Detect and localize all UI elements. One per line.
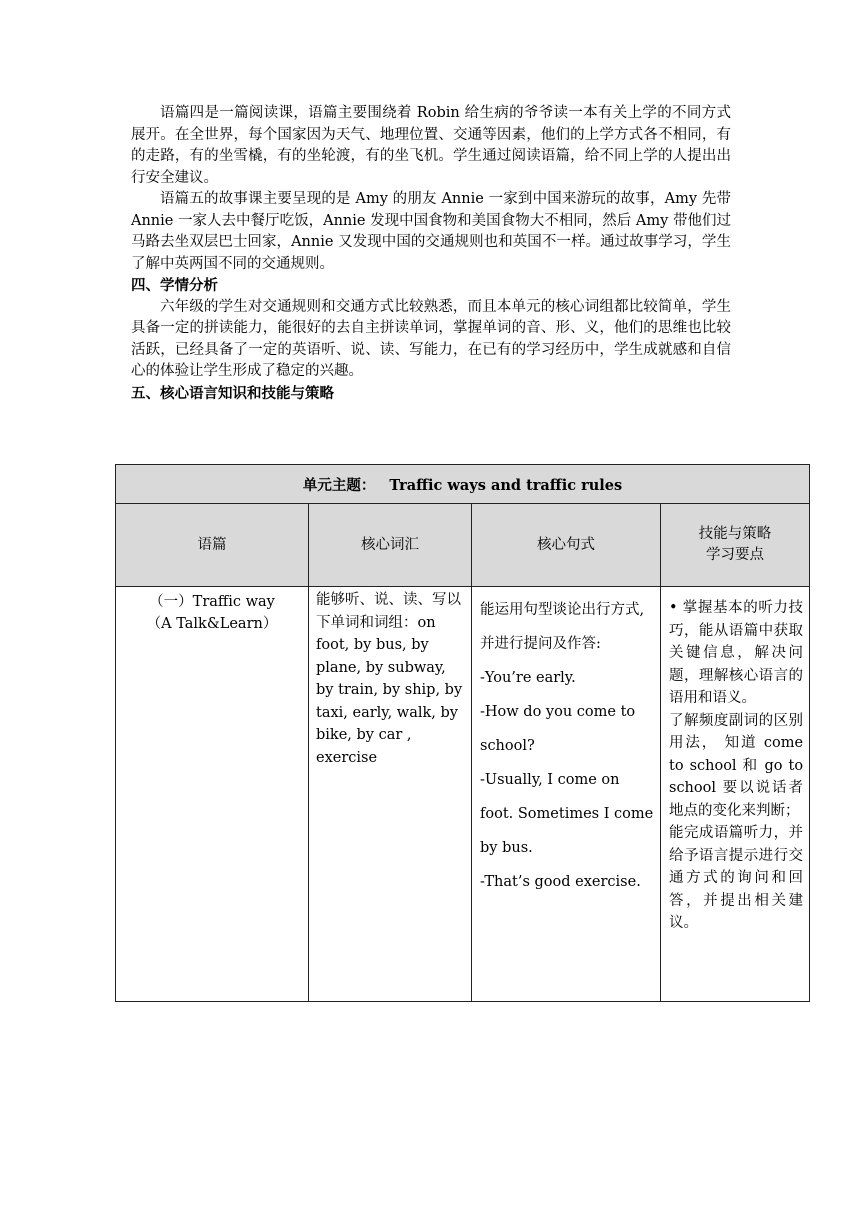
cell-passage: （一）Traffic way （A Talk&Learn） bbox=[116, 587, 309, 1002]
section-heading-core-language: 五、核心语言知识和技能与策略 bbox=[131, 384, 334, 402]
table-title-cell bbox=[116, 465, 810, 504]
cell-skills: • 掌握基本的听力技巧，能从语篇中获取关键信息，解决问题，理解核心语言的语用和语义。 了解频度副词的区别用法， 知道 come to school 和 go to school 要以说话者地点的变化来判断； 能完成语篇听力，并给予语言提示进行交通方式的询问和回答，并提出相关建议。 bbox=[661, 587, 810, 1002]
header-vocabulary: 核心词汇 bbox=[309, 504, 472, 587]
header-skills: 技能与策略 学习要点 bbox=[661, 504, 810, 587]
header-sentences: 核心句式 bbox=[472, 504, 661, 587]
header-passage: 语篇 bbox=[116, 504, 309, 587]
table-title-label: 单元主题： bbox=[302, 476, 376, 494]
table-row bbox=[116, 587, 810, 1002]
unit-table bbox=[115, 464, 810, 1002]
table-title-row bbox=[116, 465, 810, 504]
paragraph-learner-analysis: 六年级的学生对交通规则和交通方式比较熟悉，而且本单元的核心词组都比较简单，学生具备一定的拼读能力，能很好的去自主拼读单词，掌握单词的音、形、义，他们的思维也比较活跃，已经具备了一定的英语听、说、读、写能力，在已有的学习经历中，学生成就感和自信心的体验让学生形成了稳定的兴趣。 bbox=[131, 298, 731, 379]
paragraph-passage-five: 语篇五的故事课主要呈现的是 Amy 的朋友 Annie 一家到中国来游玩的故事，Amy 先带 Annie 一家人去中餐厅吃饭，Annie 发现中国食物和美国食物大不相同，然后 Amy 带他们过马路去坐双层巴士回家，Annie 又发现中国的交通规则也和英国不一样。通过故事学习，学生了解中英两国不同的交通规则。 bbox=[131, 191, 731, 272]
paragraph-passage-four: 语篇四是一篇阅读课，语篇主要围绕着 Robin 给生病的爷爷读一本有关上学的不同方式展开。在全世界，每个国家因为天气、地理位置、交通等因素，他们的上学方式各不相同，有的走路，有的坐雪橇，有的坐轮渡，有的坐飞机。学生通过阅读语篇，给不同上学的人提出出行安全建议。 bbox=[131, 105, 731, 186]
cell-vocabulary: 能够听、说、读、写以下单词和词组：on foot, by bus, by plane, by subway, by train, by ship, by taxi, early, walk, by bike, by car , exercise bbox=[309, 587, 472, 1002]
body-section-passages bbox=[131, 103, 731, 404]
table-header-row bbox=[116, 504, 810, 587]
table-title-value: Traffic ways and traffic rules bbox=[389, 476, 623, 494]
cell-sentences: 能运用句型谈论出行方式,并进行提问及作答: -You’re early. -How do you come to school? -Usually, I come on foot. Sometimes I come by bus. -That’s good exercise. bbox=[472, 587, 661, 1002]
section-heading-learner-analysis: 四、学情分析 bbox=[131, 277, 218, 294]
